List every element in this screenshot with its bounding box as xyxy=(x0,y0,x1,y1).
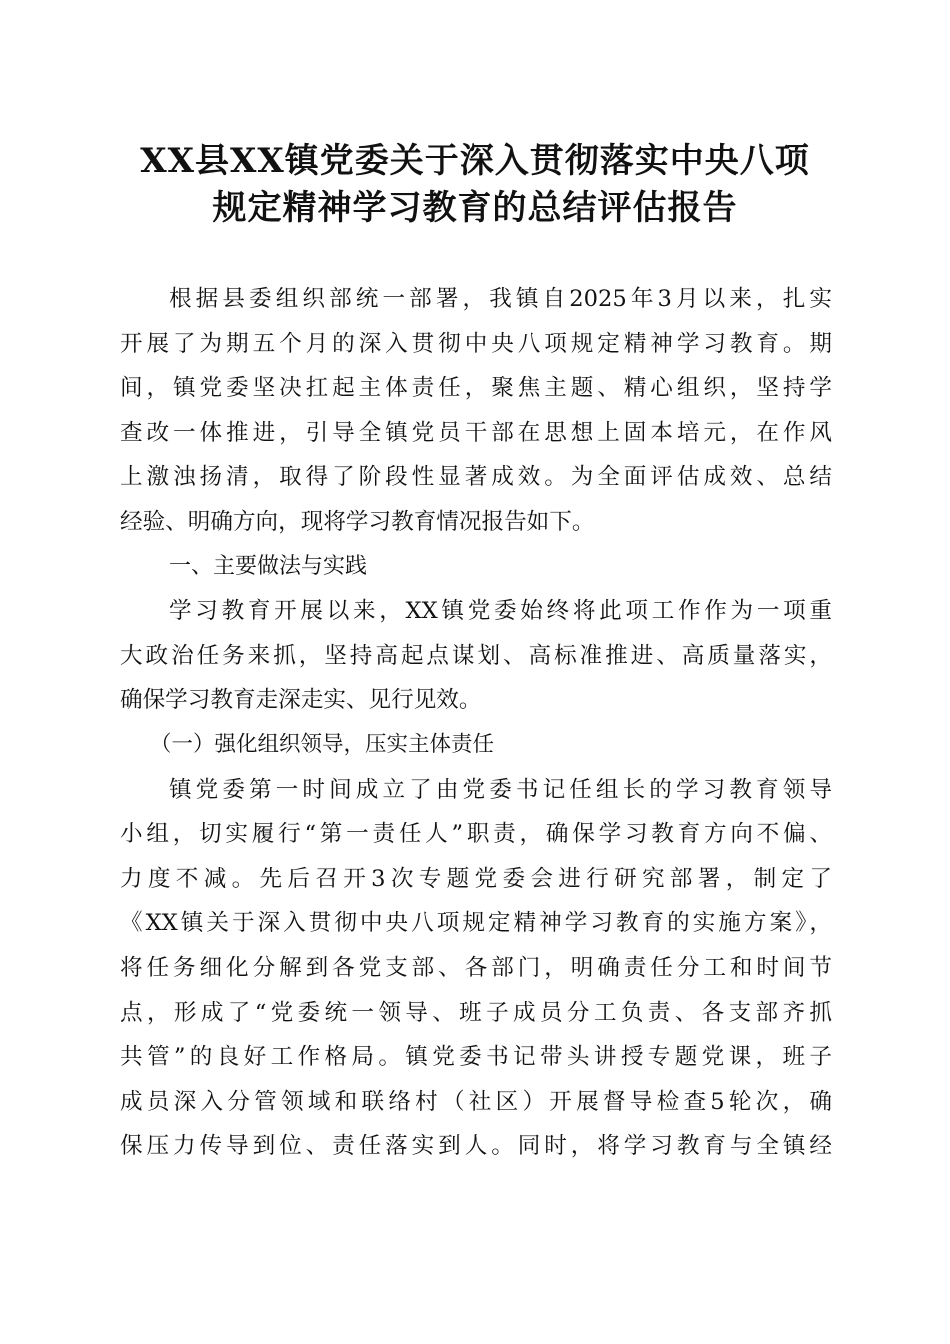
text-line: 力度不减。先后召开3次专题党委会进行研究部署，制定了 xyxy=(120,865,832,892)
text-line: 镇党委第一时间成立了由党委书记任组长的学习教育领导 xyxy=(169,776,832,803)
text-line: 查改一体推进，引导全镇党员干部在思想上固本培元，在作风 xyxy=(120,419,832,446)
text-line: 间，镇党委坚决扛起主体责任，聚焦主题、精心组织，坚持学 xyxy=(120,375,832,402)
text-line: 大政治任务来抓，坚持高起点谋划、高标准推进、高质量落实， xyxy=(120,642,832,669)
paragraph-organization xyxy=(120,768,832,1169)
text-line: 小组，切实履行“第一责任人”职责，确保学习教育方向不偏、 xyxy=(120,821,832,848)
text-line: 开展了为期五个月的深入贯彻中央八项规定精神学习教育。期 xyxy=(120,330,832,357)
text-line: 将任务细化分解到各党支部、各部门，明确责任分工和时间节 xyxy=(120,954,832,981)
paragraph-intro xyxy=(120,277,832,545)
paragraph-section-intro xyxy=(120,589,832,723)
text-line: 《XX镇关于深入贯彻中央八项规定精神学习教育的实施方案》， xyxy=(120,910,832,937)
text-line: 学习教育开展以来，XX镇党委始终将此项工作作为一项重 xyxy=(169,598,832,625)
subsection-heading-1: （一）强化组织领导，压实主体责任 xyxy=(150,731,495,757)
title-line-1: XX县XX镇党委关于深入贯彻落实中央八项 xyxy=(140,141,810,181)
text-line: 点，形成了“党委统一领导、班子成员分工负责、各支部齐抓 xyxy=(120,999,832,1026)
document-title xyxy=(100,138,850,232)
text-line: 根据县委组织部统一部署，我镇自2025年3月以来，扎实 xyxy=(169,286,832,312)
text-line: 保压力传导到位、责任落实到人。同时，将学习教育与全镇经 xyxy=(120,1133,832,1160)
section-heading-1: 一、主要做法与实践 xyxy=(169,553,368,579)
text-line: 经验、明确方向，现将学习教育情况报告如下。 xyxy=(120,508,595,535)
document-body xyxy=(120,277,832,1169)
title-line-2: 规定精神学习教育的总结评估报告 xyxy=(212,188,738,228)
text-line: 上激浊扬清，取得了阶段性显著成效。为全面评估成效、总结 xyxy=(120,464,832,491)
text-line: 成员深入分管领域和联络村（社区）开展督导检查5轮次，确 xyxy=(120,1088,832,1115)
text-line: 确保学习教育走深走实、见行见效。 xyxy=(120,687,482,714)
text-line: 共管”的良好工作格局。镇党委书记带头讲授专题党课，班子 xyxy=(120,1044,832,1071)
